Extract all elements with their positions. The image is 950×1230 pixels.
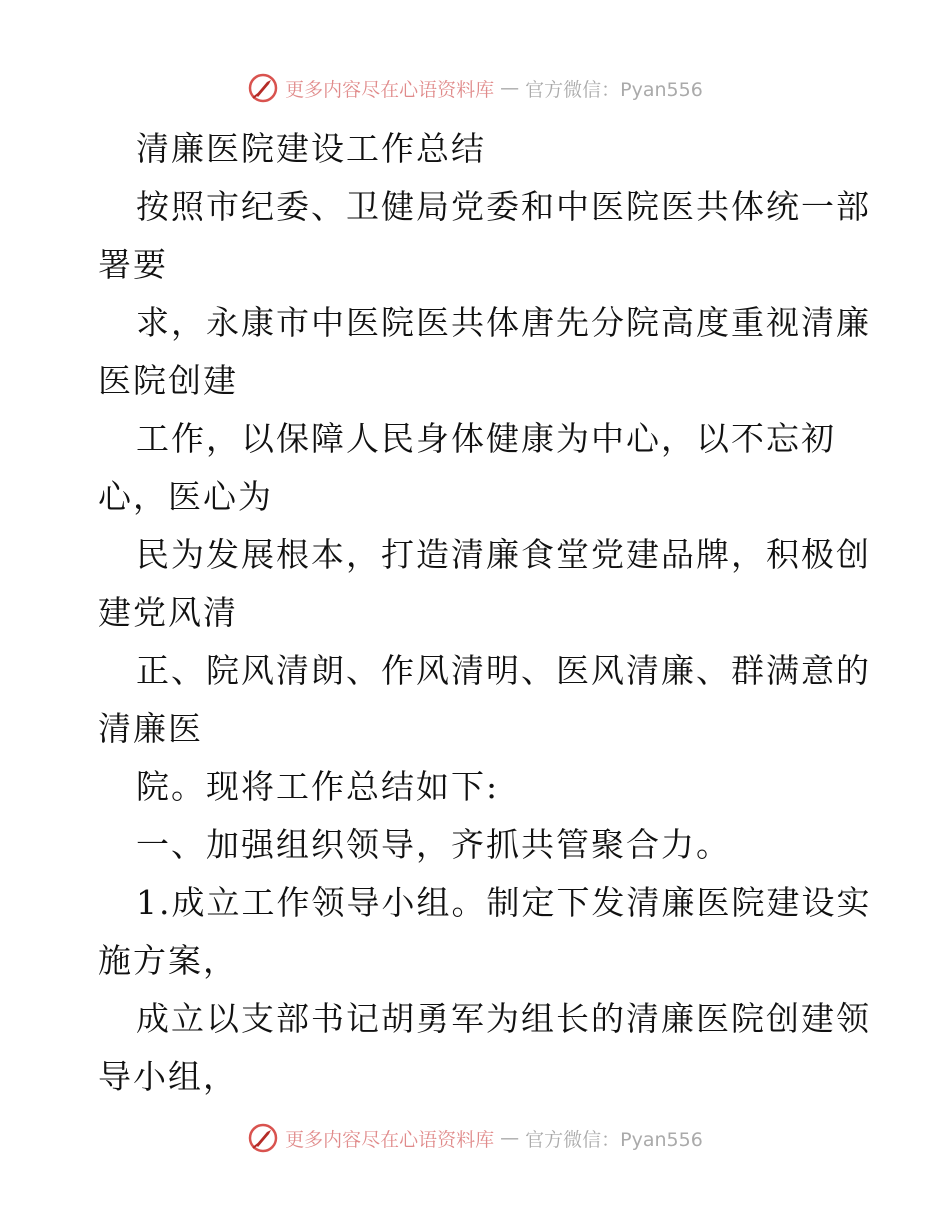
watermark-separator: — [500,77,520,99]
paragraph-line: 按照市纪委、卫健局党委和中医院医共体统一部 [136,187,871,226]
paragraph-line: 成立以支部书记胡勇军为组长的清廉医院创建领 [136,999,871,1038]
watermark-contact-text: 官方微信：Pyan556 [525,78,703,101]
paragraph-line: 1.成立工作领导小组。制定下发清廉医院建设实 [136,883,872,922]
document-title: 清廉医院建设工作总结 [136,129,486,168]
watermark-main-text: 更多内容尽在心语资料库 [285,78,495,101]
quill-pen-logo-icon [247,1122,279,1154]
document-body [98,120,872,1106]
paragraph-line: 医院创建 [98,361,238,400]
section-heading: 一、加强组织领导，齐抓共管聚合力。 [136,825,731,864]
paragraph-line: 院。现将工作总结如下: [136,767,500,806]
paragraph-line: 建党风清 [98,593,238,632]
paragraph-line: 施方案， [98,941,238,980]
paragraph-line: 清廉医 [98,709,203,748]
watermark-separator: — [500,1127,520,1149]
paragraph-line: 民为发展根本，打造清廉食堂党建品牌，积极创 [136,535,871,574]
paragraph-line: 工作，以保障人民身体健康为中心，以不忘初 [136,419,836,458]
watermark-header [0,72,950,104]
paragraph-line: 导小组， [98,1057,238,1096]
watermark-footer [0,1122,950,1154]
paragraph-line: 署要 [98,245,168,284]
watermark-main-text: 更多内容尽在心语资料库 [285,1128,495,1151]
paragraph-line: 正、院风清朗、作风清明、医风清廉、群满意的 [136,651,871,690]
paragraph-line: 求，永康市中医院医共体唐先分院高度重视清廉 [136,303,871,342]
paragraph-line: 心，医心为 [98,477,273,516]
watermark-contact-text: 官方微信：Pyan556 [525,1128,703,1151]
quill-pen-logo-icon [247,72,279,104]
